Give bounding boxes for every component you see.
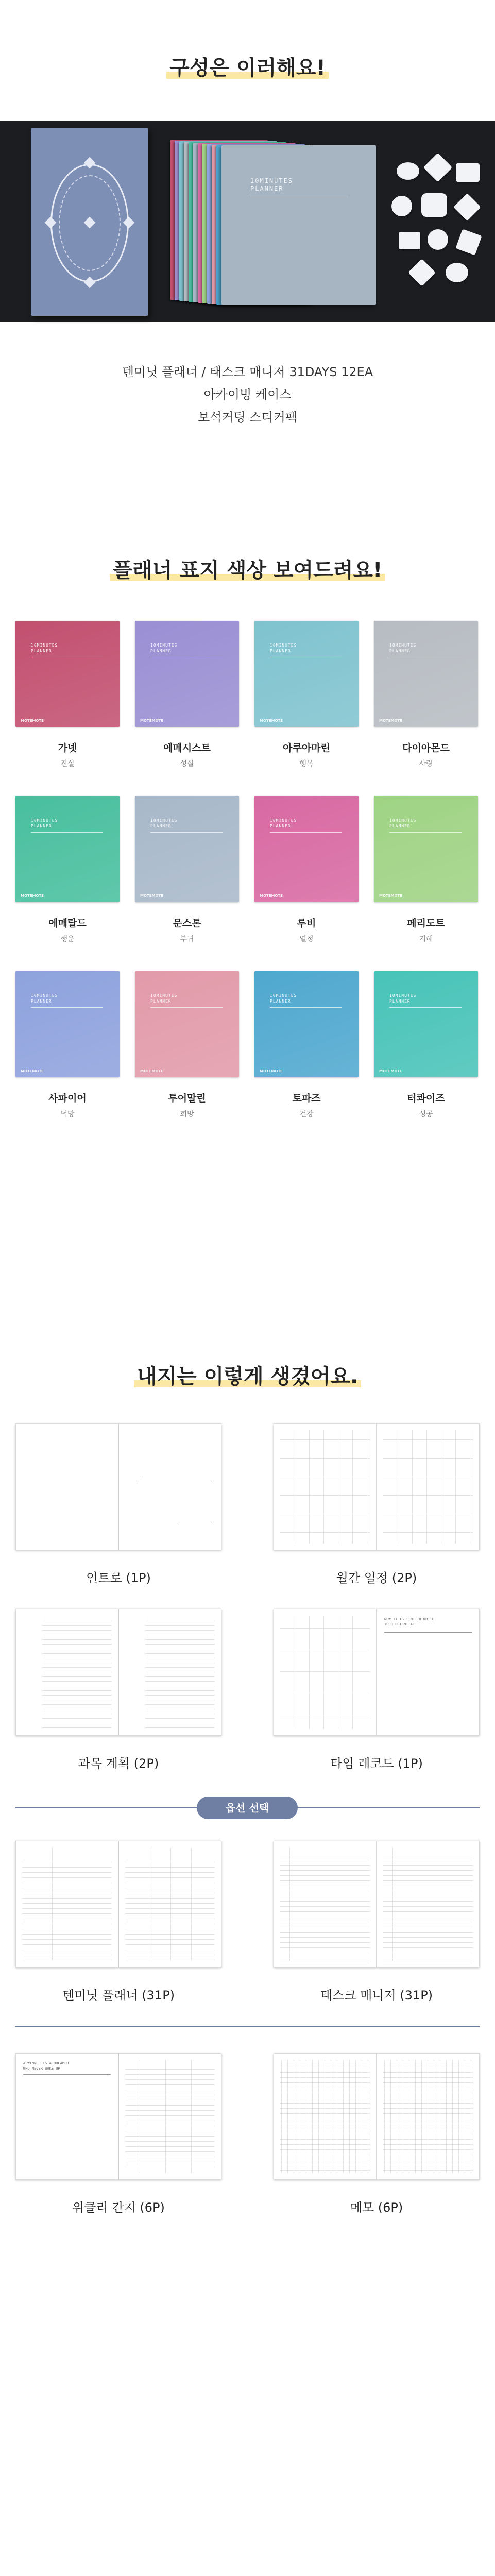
composition-item: 아카이빙 케이스 [203, 387, 292, 402]
page-rule [145, 1727, 215, 1728]
cover-color-item [135, 971, 239, 1146]
page-rule [125, 2084, 215, 2085]
option-select-badge: 옵션 선택 [197, 1797, 298, 1819]
page-rule [191, 1848, 192, 1961]
page-rule [125, 2074, 215, 2075]
page-rule [145, 1676, 215, 1677]
page-rule [412, 1430, 413, 1544]
page-rule [355, 2060, 356, 2173]
page-rule [280, 1532, 370, 1533]
page-rule [309, 1430, 310, 1544]
cover-title-text: 10MINUTES PLANNER [150, 818, 178, 828]
page-rule [455, 1430, 456, 1544]
sticker-gem-icon [408, 259, 436, 286]
page-rule [446, 2060, 447, 2173]
page-rule [191, 2060, 192, 2173]
spread-caption: 태스크 매니저 (31P) [320, 1988, 433, 2003]
page-rule [125, 2069, 215, 2070]
time-record-text: NOW IT IS TIME TO WRITE YOUR POTENTIAL [384, 1617, 434, 1626]
planner-cover-swatch [135, 971, 239, 1077]
page-rule [280, 1911, 370, 1912]
page-rule [383, 1439, 473, 1440]
sticker-gem-icon [423, 153, 453, 182]
page-rule [22, 1877, 112, 1878]
page-rule [318, 2060, 319, 2173]
brand-logo: MOTEMOTE [140, 1069, 163, 1073]
page-rule [125, 1872, 215, 1873]
composition-item: 텐미닛 플래너 / 태스크 매니저 31DAYS 12EA [122, 365, 373, 379]
cover-color-name: 루비 [297, 918, 316, 929]
page-rule [125, 2079, 215, 2080]
page-rule [42, 1718, 112, 1719]
page-rule [22, 1939, 112, 1940]
page-rule [125, 1934, 215, 1935]
page-rule [145, 1625, 215, 1626]
cover-color-name: 가넷 [58, 742, 77, 754]
page-rule [22, 1913, 112, 1914]
page-rule [280, 1937, 370, 1938]
spread-ten-minute-planner [15, 1841, 221, 1968]
spread-time-record [274, 1609, 480, 1736]
page-rule [42, 1727, 112, 1728]
page-rule [22, 1944, 112, 1945]
brand-logo: MOTEMOTE [260, 1069, 283, 1073]
sticker-gem-icon [399, 232, 420, 249]
page-rule [145, 1639, 215, 1640]
cover-color-meaning: 행운 [60, 935, 75, 943]
page-rule [42, 1625, 112, 1626]
brand-logo: MOTEMOTE [260, 894, 283, 898]
planner-cover-swatch [254, 621, 359, 727]
page-rule [312, 2060, 313, 2173]
page-rule [323, 1430, 324, 1544]
page-rule [165, 2060, 166, 2173]
page-rule [42, 1690, 112, 1691]
cover-color-meaning: 성실 [180, 760, 194, 768]
cover-title-text: 10MINUTES PLANNER [270, 818, 297, 828]
cover-color-name: 터콰이즈 [407, 1093, 445, 1104]
page-rule [458, 2060, 459, 2173]
page-rule [383, 1906, 473, 1907]
cover-color-item [135, 621, 239, 796]
page-rule [280, 1875, 370, 1876]
cover-grid [15, 621, 480, 1146]
page-rule [280, 1671, 370, 1672]
page-rule [323, 1616, 324, 1729]
brand-logo: MOTEMOTE [21, 1069, 44, 1073]
page-rule [125, 1903, 215, 1904]
brand-logo: MOTEMOTE [379, 1069, 402, 1073]
page-rule [383, 1495, 473, 1496]
page-rule [170, 1848, 171, 1961]
sticker-gem-icon [397, 162, 419, 180]
page-rule [125, 1944, 215, 1945]
cover-colors-title: 플래너 표지 색상 보여드려요! [110, 554, 386, 583]
sticker-gem-icon [453, 193, 481, 221]
page-rule [383, 1942, 473, 1943]
spread-monthly [274, 1423, 480, 1550]
page-rule [352, 1616, 353, 1729]
page-rule [384, 2060, 385, 2173]
planner-cover-title: 10MINUTES PLANNER [250, 177, 294, 192]
planner-cover-swatch [374, 621, 478, 727]
cover-title-text: 10MINUTES PLANNER [31, 818, 58, 828]
page-rule [145, 1681, 215, 1682]
page-rule [125, 2110, 215, 2111]
page-rule [390, 2060, 391, 2173]
page-rule [22, 1934, 112, 1935]
spread-task-manager [274, 1841, 480, 1968]
page-rule [280, 1947, 370, 1948]
spread-caption: 과목 계획 (2P) [78, 1756, 159, 1771]
page-rule [125, 2136, 215, 2137]
page-rule [125, 2141, 215, 2142]
cover-color-name: 에메랄드 [48, 918, 87, 929]
page-rule [383, 1875, 473, 1876]
brand-logo: MOTEMOTE [260, 719, 283, 723]
page-rule [125, 2146, 215, 2147]
page-rule [22, 1867, 112, 1868]
spread-caption: 월간 일정 (2P) [336, 1571, 417, 1585]
page-rule [145, 1718, 215, 1719]
sticker-gem-icon [456, 163, 480, 182]
cover-color-item [374, 796, 478, 971]
page-rule [281, 2060, 282, 2173]
brand-logo: MOTEMOTE [21, 894, 44, 898]
sticker-pack [391, 157, 489, 291]
cover-color-name: 투어말린 [168, 1093, 206, 1104]
spread-caption: 텐미닛 플래너 (31P) [62, 1988, 175, 2003]
page-rule [287, 2060, 288, 2173]
page-rule [22, 1872, 112, 1873]
page-rule [383, 1911, 473, 1912]
page-rule [452, 2060, 453, 2173]
page-rule [309, 1616, 310, 1729]
page-rule [125, 1898, 215, 1899]
page-rule [125, 1939, 215, 1940]
page-rule [352, 1430, 353, 1544]
cover-title-text: 10MINUTES PLANNER [270, 993, 297, 1004]
cover-color-meaning: 지혜 [419, 935, 433, 943]
page-rule [145, 1653, 215, 1654]
composition-section [0, 0, 495, 477]
cover-title-text: 10MINUTES PLANNER [389, 818, 417, 828]
page-rule [392, 1848, 393, 1961]
page-rule [383, 1937, 473, 1938]
page-rule [280, 1880, 370, 1881]
spread-caption: 메모 (6P) [350, 2200, 403, 2215]
cover-color-item [254, 621, 359, 796]
cover-color-meaning: 희망 [180, 1110, 194, 1118]
page-rule [280, 1906, 370, 1907]
cover-color-meaning: 성공 [419, 1110, 433, 1118]
page-rule [289, 1848, 290, 1961]
page-rule [125, 1908, 215, 1909]
page-rule [383, 1880, 473, 1881]
brand-logo: MOTEMOTE [140, 719, 163, 723]
page-rule [421, 2060, 422, 2173]
cover-title-text: 10MINUTES PLANNER [270, 643, 297, 653]
composition-title: 구성은 이러해요! [166, 52, 329, 81]
planner-cover-swatch [254, 971, 359, 1077]
inner-pages-section [0, 1285, 495, 2576]
brand-logo: MOTEMOTE [21, 719, 44, 723]
page-rule [280, 1865, 370, 1866]
brand-logo: MOTEMOTE [140, 894, 163, 898]
spread-subject-plan [15, 1609, 221, 1736]
page-rule [145, 1704, 215, 1705]
cover-color-meaning: 진실 [60, 760, 75, 768]
composition-list [0, 361, 495, 429]
spread-caption: 위클리 간지 (6P) [72, 2200, 165, 2215]
page-rule [22, 1908, 112, 1909]
sticker-gem-icon [455, 229, 482, 255]
page-rule [280, 1870, 370, 1871]
cover-color-name: 문스톤 [173, 918, 201, 929]
planner-cover-swatch [135, 621, 239, 727]
cover-color-item [15, 621, 120, 796]
cover-color-meaning: 건강 [299, 1110, 314, 1118]
planner-cover-swatch [374, 796, 478, 902]
page-rule [383, 1532, 473, 1533]
page-rule [22, 1898, 112, 1899]
page-rule [383, 1458, 473, 1459]
cover-color-item [15, 971, 120, 1146]
page-rule [343, 2060, 344, 2173]
page-rule [280, 1458, 370, 1459]
planner-cover-swatch [15, 621, 120, 727]
page-rule [42, 1667, 112, 1668]
inner-pages-title: 내지는 이렇게 생겼어요. [134, 1360, 361, 1389]
sticker-gem-icon [391, 196, 412, 216]
page-rule [42, 1695, 112, 1696]
page-rule [145, 1690, 215, 1691]
spread-caption: 인트로 (1P) [86, 1571, 151, 1585]
cover-color-item [135, 796, 239, 971]
page-rule [145, 1667, 215, 1668]
page-rule [280, 1495, 370, 1496]
cover-title-text: 10MINUTES PLANNER [150, 993, 178, 1004]
page-rule [383, 1932, 473, 1933]
sticker-gem-icon [428, 229, 448, 250]
page-rule [280, 1439, 370, 1440]
page-rule [125, 1867, 215, 1868]
page-rule [426, 1430, 427, 1544]
page-rule [383, 1901, 473, 1902]
option-divider [15, 2026, 480, 2027]
cover-color-item [15, 796, 120, 971]
page-rule [145, 1695, 215, 1696]
spread-intro: · [15, 1423, 221, 1550]
page-rule [349, 2060, 350, 2173]
page-rule [280, 1932, 370, 1933]
page-rule [125, 2105, 215, 2106]
cover-title-text: 10MINUTES PLANNER [389, 643, 417, 653]
page-rule [125, 1877, 215, 1878]
cover-color-meaning: 부귀 [180, 935, 194, 943]
cover-color-name: 아쿠아마린 [283, 742, 330, 754]
page-rule [42, 1704, 112, 1705]
page-rule [383, 1947, 473, 1948]
page-rule [145, 1644, 215, 1645]
weekly-divider-text: A WINNER IS A DREAMER WHO NEVER WAKE UP [23, 2061, 69, 2071]
sticker-gem-icon [421, 193, 447, 217]
cover-color-meaning: 열정 [299, 935, 314, 943]
spread-weekly-divider [15, 2053, 221, 2180]
planner-cover [221, 145, 376, 305]
page-rule [42, 1644, 112, 1645]
cover-color-name: 토파즈 [292, 1093, 321, 1104]
planner-cover-swatch [254, 796, 359, 902]
page-rule [125, 1913, 215, 1914]
page-rule [42, 1681, 112, 1682]
page-rule [52, 1848, 53, 1961]
cover-color-meaning: 사랑 [419, 760, 433, 768]
cover-color-meaning: 덕망 [60, 1110, 75, 1118]
page-rule [42, 1639, 112, 1640]
cover-color-name: 사파이어 [48, 1093, 87, 1104]
page-rule [383, 1865, 473, 1866]
planner-cover-swatch [135, 796, 239, 902]
spread-memo [274, 2053, 480, 2180]
cover-color-name: 에메시스트 [163, 742, 211, 754]
cover-title-text: 10MINUTES PLANNER [31, 643, 58, 653]
archiving-case [31, 128, 148, 316]
cover-color-item [374, 621, 478, 796]
cover-title-text: 10MINUTES PLANNER [150, 643, 178, 653]
page-rule [280, 1901, 370, 1902]
brand-logo: MOTEMOTE [379, 894, 402, 898]
page-rule [280, 1942, 370, 1943]
page-rule [42, 1630, 112, 1631]
planner-cover-swatch [374, 971, 478, 1077]
page-rule [22, 1903, 112, 1904]
page-rule [42, 1676, 112, 1677]
cover-colors-section [0, 477, 495, 1285]
spread-caption: 타임 레코드 (1P) [330, 1756, 423, 1771]
page-rule [125, 2115, 215, 2116]
sticker-gem-icon [446, 263, 468, 282]
page-rule [383, 1870, 473, 1871]
cover-color-name: 다이아몬드 [402, 742, 450, 754]
page-rule [280, 1628, 370, 1629]
page-rule [125, 2151, 215, 2152]
composition-item: 보석커팅 스티커팩 [197, 410, 298, 425]
cover-title-text: 10MINUTES PLANNER [389, 993, 417, 1004]
brand-logo: MOTEMOTE [379, 719, 402, 723]
page-rule [415, 2060, 416, 2173]
cover-color-item [254, 796, 359, 971]
planner-cover-swatch [15, 971, 120, 1077]
planner-cover-swatch [15, 796, 120, 902]
cover-title-text: 10MINUTES PLANNER [31, 993, 58, 1004]
cover-color-name: 페리도트 [407, 918, 445, 929]
page-rule [42, 1653, 112, 1654]
cover-color-item [254, 971, 359, 1146]
page-rule [145, 1630, 215, 1631]
cover-color-meaning: 행복 [299, 760, 314, 768]
cover-color-item [374, 971, 478, 1146]
